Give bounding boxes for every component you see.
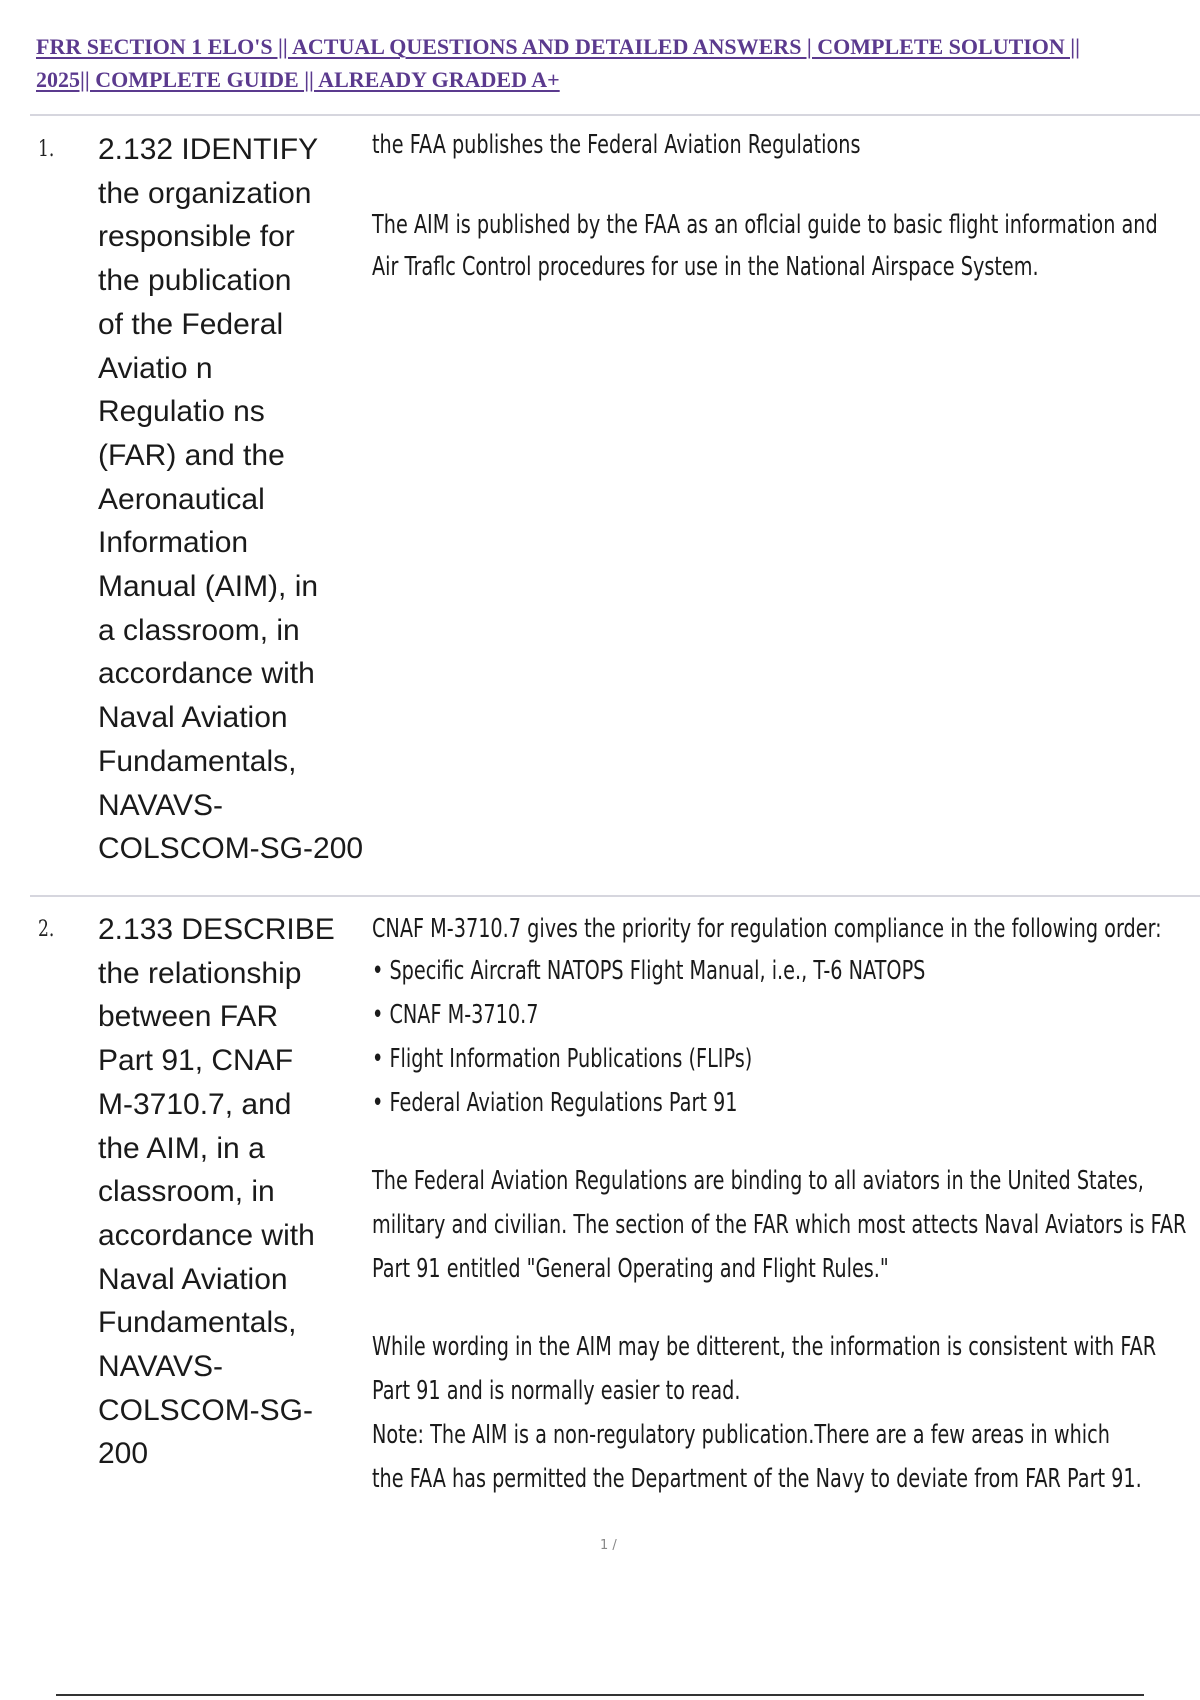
question-line: 200 (98, 1437, 149, 1471)
question-line: Naval Aviation (98, 701, 288, 735)
header-title-line-1: FRR SECTION 1 ELO'S || ACTUAL QUESTIONS AND DETAILED ANSWERS | COMPLETE SOLUTION || (36, 34, 1081, 59)
question-line: Manual (AIM), in (98, 570, 319, 604)
question-line: Fundamentals, (98, 744, 297, 778)
question-line: the organization (98, 176, 312, 210)
question-line: Aviatio n (98, 351, 213, 385)
question-text (98, 908, 368, 1476)
question-line: COLSCOM-SG- (98, 1393, 314, 1427)
question-line: accordance with (98, 657, 315, 691)
question-line: Information (98, 526, 249, 560)
footer-rule (56, 1694, 1144, 1696)
question-line: a classroom, in (98, 613, 300, 647)
question-line: the relationship (98, 956, 302, 990)
section-divider (30, 114, 1200, 116)
document-header (36, 30, 1196, 96)
question-line: Regulatio ns (98, 395, 265, 429)
question-line: classroom, in (98, 1175, 275, 1209)
header-title-line-2: 2025|| COMPLETE GUIDE || ALREADY GRADED A+ (36, 67, 560, 92)
question-line: of the Federal (98, 307, 284, 341)
item-number: 2. (38, 917, 55, 942)
section-divider (30, 895, 1200, 897)
question-line: Part 91, CNAF (98, 1044, 294, 1078)
question-text (98, 128, 368, 871)
page-number: 1 / (600, 1538, 617, 1553)
question-line: 2.133 DESCRIBE (98, 913, 335, 946)
item-number: 1. (38, 137, 55, 162)
question-line: the AIM, in a (98, 1131, 265, 1165)
question-line: NAVAVS- (98, 788, 224, 822)
question-line: between FAR (98, 1000, 279, 1034)
question-line: responsible for (98, 220, 295, 254)
question-line: accordance with (98, 1218, 315, 1252)
question-line: Fundamentals, (98, 1306, 297, 1340)
question-line: the publication (98, 264, 292, 298)
question-line: COLSCOM-SG-200 (98, 832, 364, 866)
question-line: Aeronautical (98, 482, 265, 516)
question-line: NAVAVS- (98, 1350, 224, 1384)
question-line: (FAR) and the (98, 438, 285, 472)
question-line: Naval Aviation (98, 1262, 288, 1296)
question-line: 2.132 IDENTIFY (98, 133, 319, 166)
question-line: M-3710.7, and (98, 1087, 292, 1121)
